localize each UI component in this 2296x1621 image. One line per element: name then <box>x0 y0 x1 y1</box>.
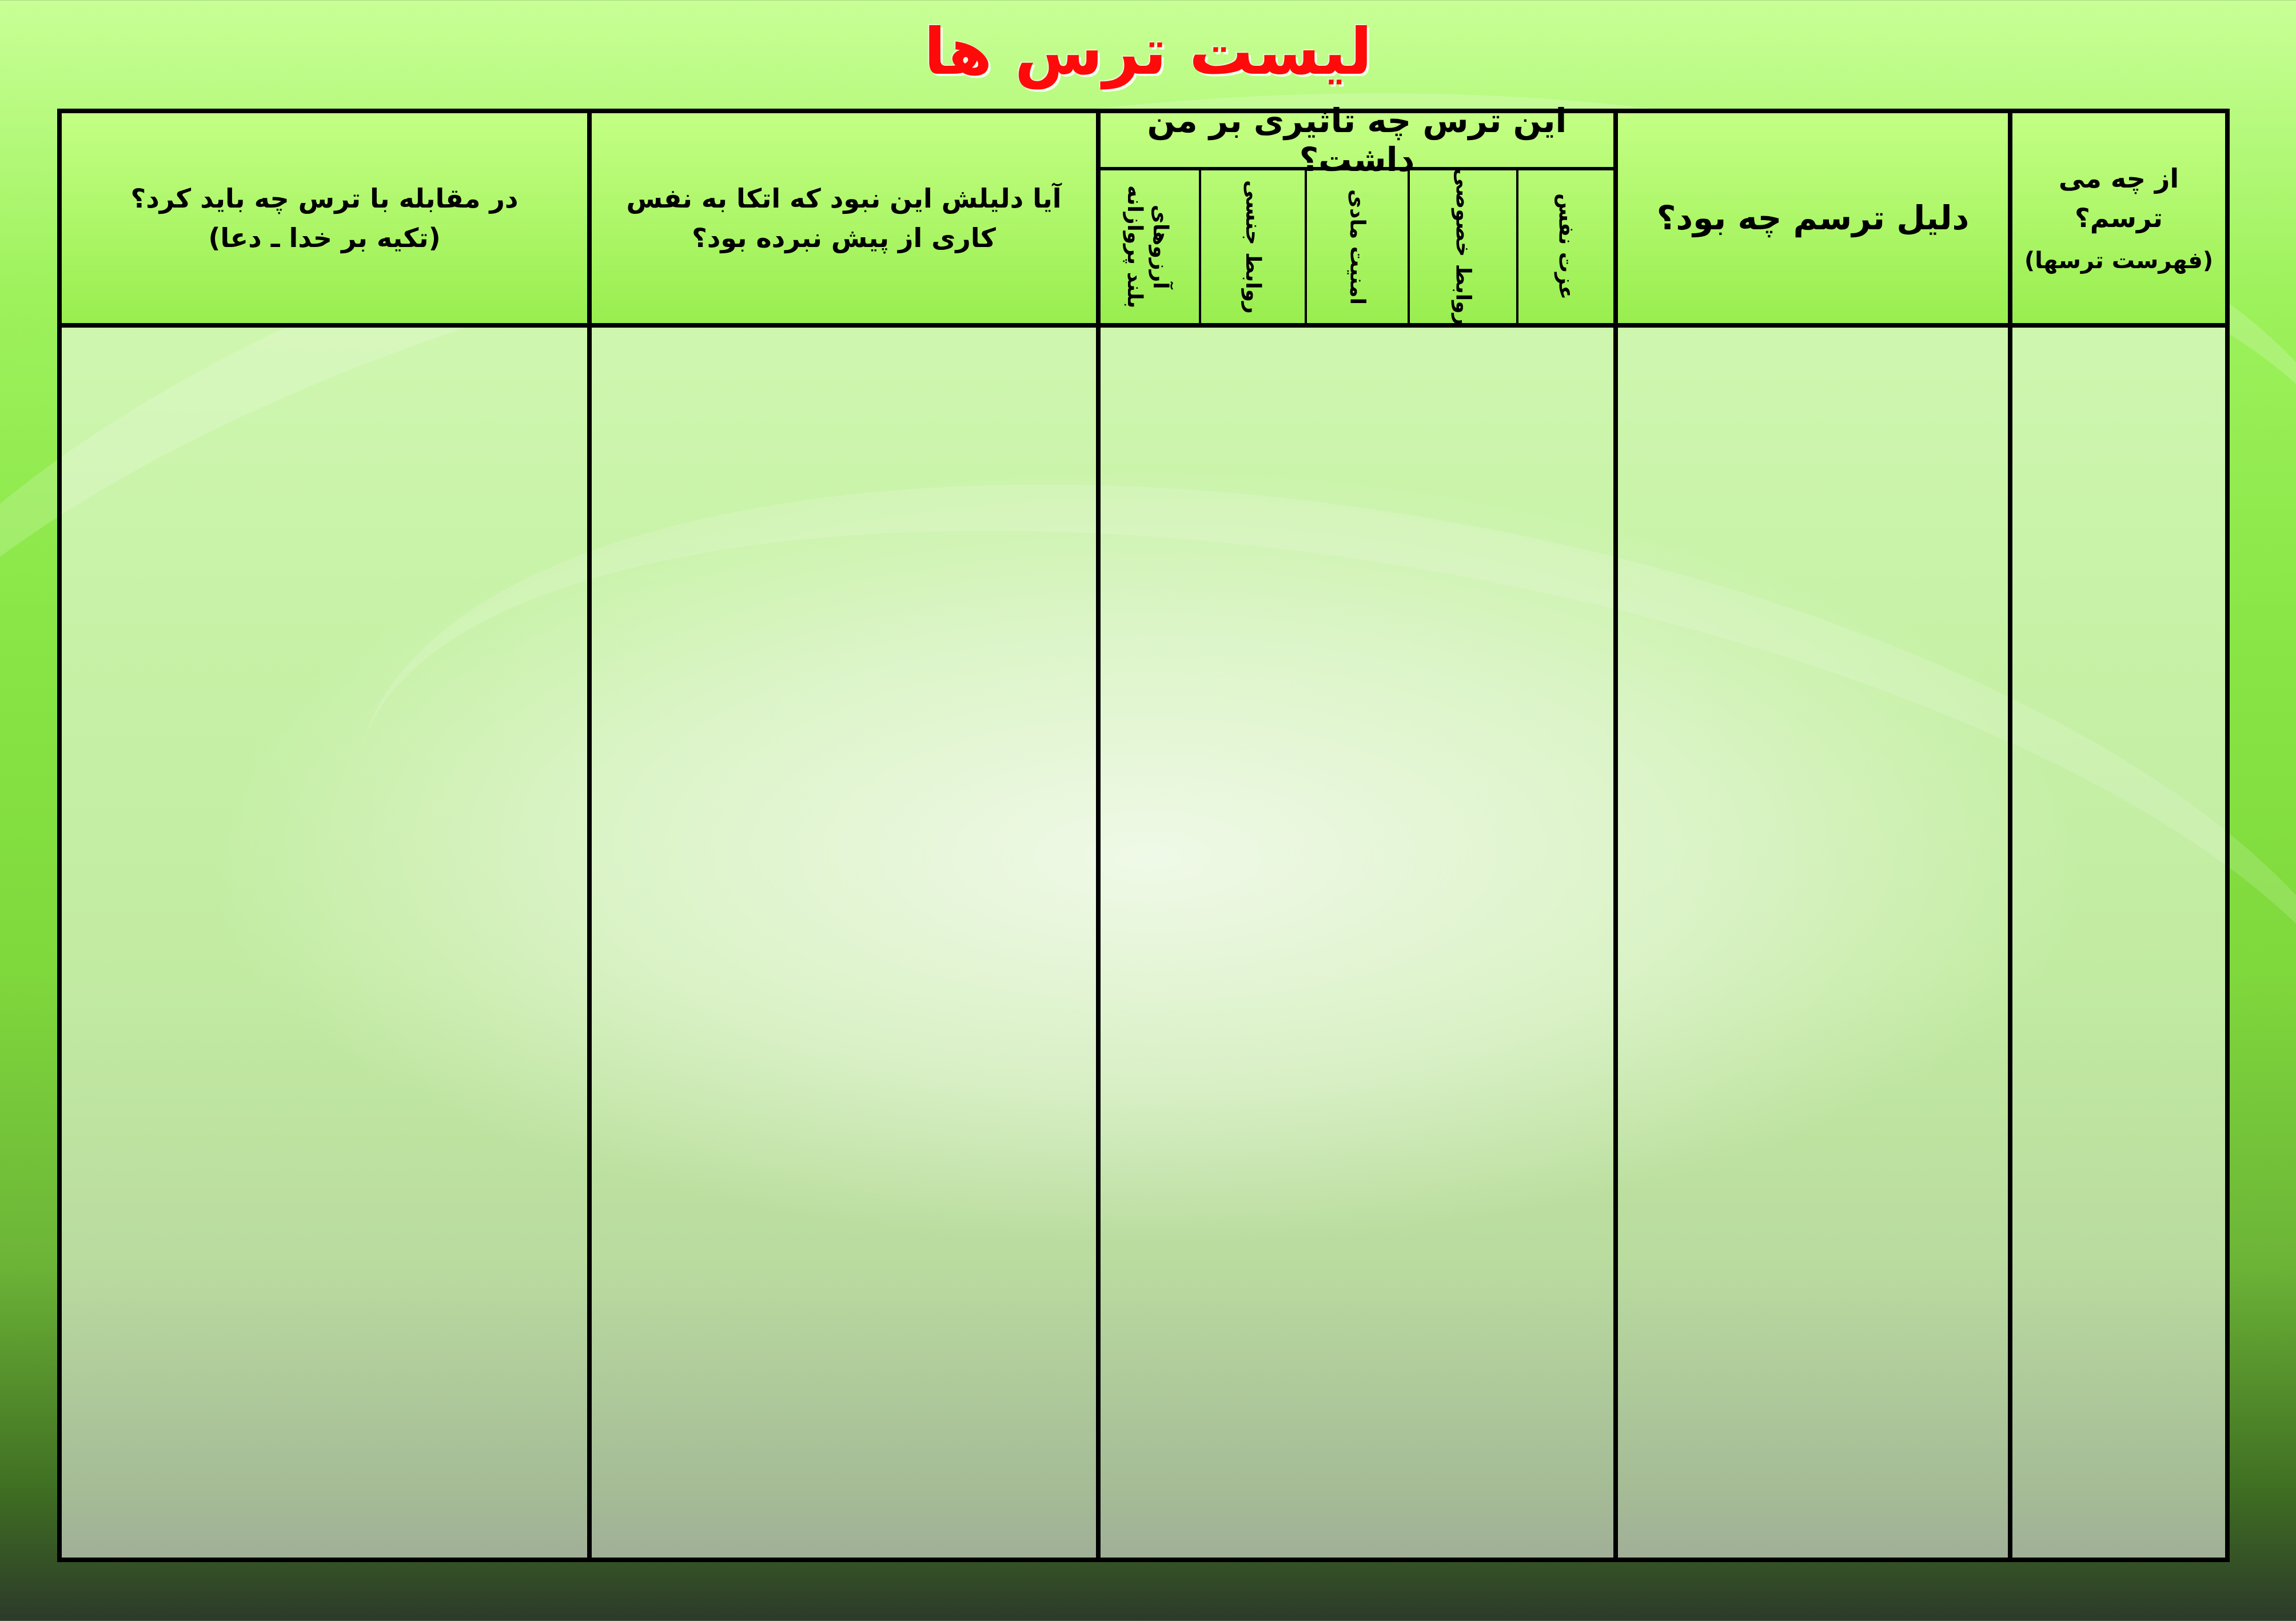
cell-fear-list[interactable] <box>2012 328 2225 1558</box>
column-fear-reason <box>1613 113 2008 1558</box>
header-coping-subtitle: (تکیه بر خدا ـ دعا) <box>208 222 441 253</box>
header-fear-impact <box>1101 101 1613 328</box>
column-coping <box>62 113 587 1558</box>
subheader-financial-security <box>1305 170 1408 323</box>
header-fear-reason <box>1618 113 2008 328</box>
subheader-self-esteem <box>1516 170 1613 323</box>
cell-fear-reason[interactable] <box>1618 328 2008 1558</box>
header-fear-impact-title: این ترس چه تاثیری بر من داشت؟ <box>1101 113 1613 170</box>
header-fear-list <box>2012 113 2225 328</box>
subheader-sexual-relations <box>1199 170 1305 323</box>
cell-self-reliance[interactable] <box>592 328 1096 1558</box>
column-fear-list <box>2008 113 2225 1558</box>
header-self-reliance <box>592 113 1096 328</box>
header-coping-title: در مقابله با ترس چه باید کرد؟ <box>130 182 519 214</box>
header-fear-reason-title: دلیل ترسم چه بود؟ <box>1656 198 1970 237</box>
column-fear-impact <box>1096 101 1613 1558</box>
cell-fear-impact[interactable] <box>1101 328 1613 1558</box>
subheader-personal-relations <box>1408 168 1516 326</box>
cell-coping[interactable] <box>62 328 587 1558</box>
subheader-financial-security-label: امنیت مادی <box>1345 189 1369 305</box>
header-self-reliance-line1: آیا دلیلش این نبود که اتکا به نفس <box>626 182 1062 214</box>
subheader-personal-relations-label: روابط خصوصی <box>1451 168 1475 326</box>
header-coping <box>62 113 587 328</box>
header-fear-list-title: از چه می ترسم؟ <box>2058 162 2179 233</box>
subheader-sexual-relations-label: روابط جنسی <box>1241 180 1265 314</box>
page-title: لیست ترس ها <box>923 15 1373 89</box>
subheader-ambitions-label: آرزوهای بلند پروازانه <box>1123 185 1172 309</box>
subheader-ambitions <box>1096 170 1199 323</box>
subheader-self-esteem-label: عزت نفس <box>1554 193 1578 300</box>
column-self-reliance <box>587 113 1096 1558</box>
header-fear-list-subtitle: (فهرست ترسها) <box>2024 247 2214 274</box>
fear-list-table <box>57 101 2230 1562</box>
header-self-reliance-line2: کاری از پیش نبرده بود؟ <box>692 222 996 253</box>
